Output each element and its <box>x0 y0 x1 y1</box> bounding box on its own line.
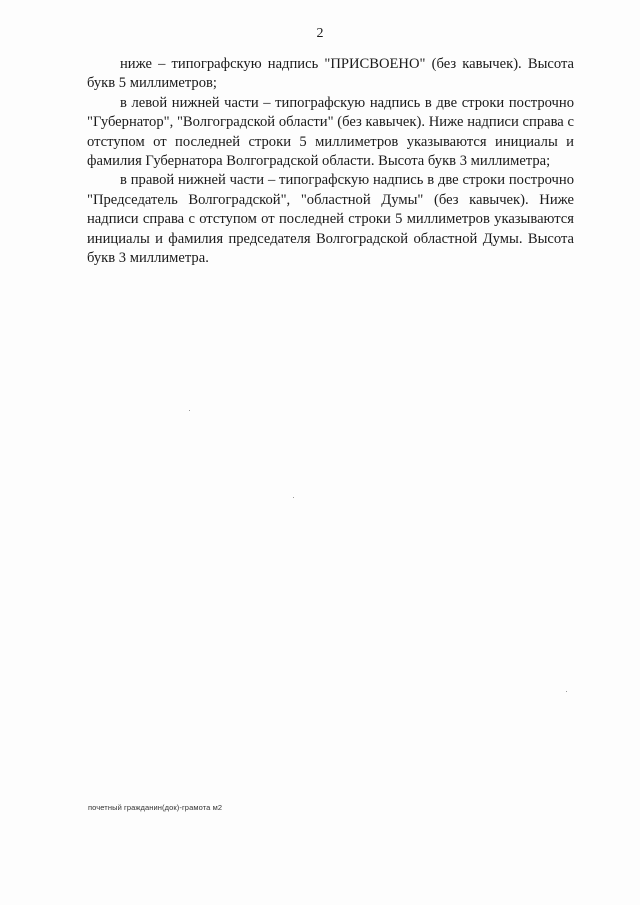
paragraph-prisvoeno: ниже – типографскую надпись "ПРИСВОЕНО" (без кавычек). Высота букв 5 миллиметров; <box>87 56 574 92</box>
scan-speck <box>189 410 190 411</box>
page-number: 2 <box>316 26 324 41</box>
document-body <box>87 55 574 268</box>
scan-speck <box>293 497 294 498</box>
footer-file-reference: почетный гражданин(док)-грамота м2 <box>88 803 223 812</box>
paragraph-duma-chairman: в правой нижней части – типографскую надпись в две строки построчно "Председатель Волгоградской", "областной Думы" (без кавычек). Ниже надписи справа с отступом от последней строки 5 миллиметров указываются инициалы и фамилия председателя Волгоградской областной Думы. Высота букв 3 миллиметра. <box>87 172 574 267</box>
scan-speck <box>566 691 567 692</box>
paragraph-governor: в левой нижней части – типографскую надпись в две строки построчно "Губернатор", "Волгоградской области" (без кавычек). Ниже надписи справа с отступом от последней строки 5 миллиметров указываются инициалы и фамилия Губернатора Волгоградской области. Высота букв 3 миллиметра; <box>87 94 574 170</box>
